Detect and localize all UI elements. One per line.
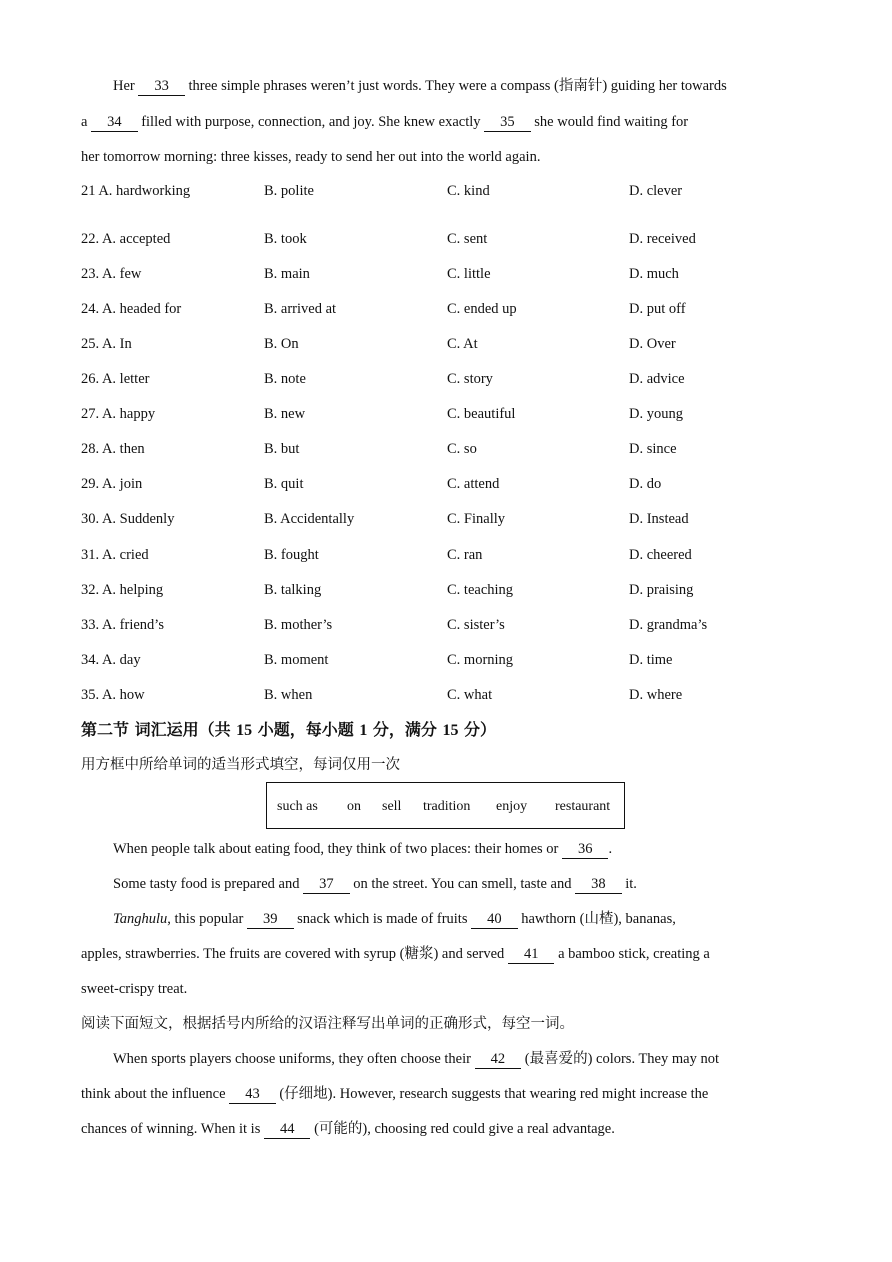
- option-a: 22. A. accepted: [81, 231, 171, 247]
- section-heading: [81, 720, 822, 741]
- option-a: 30. A. Suddenly: [81, 511, 175, 527]
- option-a: 32. A. helping: [81, 582, 164, 598]
- text: apples, strawberries. The fruits are covered with syrup (糖浆) and served: [81, 946, 508, 962]
- question-23: [81, 264, 841, 284]
- option-a: 21 A. hardworking: [81, 183, 191, 199]
- question-21: [81, 181, 841, 201]
- option-b: B. arrived at: [264, 301, 337, 317]
- option-a: 35. A. how: [81, 687, 145, 703]
- text: 小题，每小题: [252, 720, 360, 739]
- blank-39: 39: [247, 911, 294, 929]
- text: 第二节 词汇运用（共: [81, 720, 237, 739]
- option-b: B. Accidentally: [264, 511, 355, 527]
- option-c: C. sister’s: [447, 617, 505, 633]
- option-b: B. moment: [264, 652, 329, 668]
- blank-44: 44: [264, 1121, 311, 1139]
- option-b: B. note: [264, 371, 306, 387]
- passage-line-3: her tomorrow morning: three kisses, ready to send her out into the world again.: [81, 149, 541, 165]
- food-line-4: [81, 944, 822, 964]
- option-b: B. new: [264, 406, 306, 422]
- text: (最喜爱的) colors. They may not: [521, 1051, 719, 1067]
- blank-40: 40: [471, 911, 518, 929]
- section-instruction: 用方框中所给单词的适当形式填空，每词仅用一次: [81, 757, 400, 773]
- option-b: B. when: [264, 687, 313, 703]
- question-30: [81, 509, 841, 529]
- blank-43: 43: [229, 1086, 276, 1104]
- option-c: C. so: [447, 441, 477, 457]
- text: snack which is made of fruits: [293, 911, 472, 927]
- option-d: D. do: [629, 476, 662, 492]
- option-c: C. morning: [447, 652, 514, 668]
- option-b: B. polite: [264, 183, 314, 199]
- word-box-item: tradition: [423, 799, 471, 814]
- option-d: D. time: [629, 652, 673, 668]
- option-d: D. put off: [629, 301, 686, 317]
- word-box-item: restaurant: [555, 799, 611, 814]
- question-31: [81, 545, 841, 565]
- question-22: [81, 229, 841, 249]
- text: When sports players choose uniforms, they often choose their: [113, 1051, 475, 1067]
- option-a: 29. A. join: [81, 476, 143, 492]
- option-c: C. kind: [447, 183, 490, 199]
- text: three simple phrases weren’t just words. They were a compass (指南针) guiding her towards: [184, 78, 727, 94]
- text: (仔细地). However, research suggests that wearing red might increase the: [275, 1086, 709, 1102]
- passage-line-1: [113, 76, 822, 96]
- option-c: C. teaching: [447, 582, 514, 598]
- question-29: [81, 474, 841, 494]
- question-28: [81, 439, 841, 459]
- question-27: [81, 404, 841, 424]
- option-d: D. much: [629, 266, 679, 282]
- option-a: 23. A. few: [81, 266, 142, 282]
- text: .: [608, 841, 613, 857]
- option-c: C. attend: [447, 476, 500, 492]
- blank-42: 42: [475, 1051, 522, 1069]
- food-line-1: [113, 839, 822, 859]
- option-b: B. took: [264, 231, 307, 247]
- option-a: 28. A. then: [81, 441, 145, 457]
- option-d: D. received: [629, 231, 696, 247]
- question-24: [81, 299, 841, 319]
- word-box-item: sell: [382, 799, 402, 814]
- text: a: [81, 114, 92, 130]
- sports-line-3: [81, 1119, 822, 1139]
- option-b: B. main: [264, 266, 310, 282]
- option-d: D. since: [629, 441, 677, 457]
- option-c: C. ran: [447, 547, 483, 563]
- question-35: [81, 685, 841, 705]
- text: (可能的), choosing red could give a real advantage.: [310, 1121, 615, 1137]
- option-b: B. On: [264, 336, 299, 352]
- option-d: D. Instead: [629, 511, 689, 527]
- sports-line-1: [113, 1049, 822, 1069]
- word-box-item: on: [347, 799, 361, 814]
- option-a: 27. A. happy: [81, 406, 156, 422]
- question-34: [81, 650, 841, 670]
- option-c: C. beautiful: [447, 406, 516, 422]
- blank-34: 34: [91, 114, 138, 132]
- text: 分）: [458, 720, 497, 739]
- blank-41: 41: [508, 946, 555, 964]
- text: Her: [113, 78, 139, 94]
- text: When people talk about eating food, they think of two places: their homes or: [113, 841, 562, 857]
- text: 分，满分: [367, 720, 443, 739]
- question-25: [81, 334, 841, 354]
- text: 15: [442, 722, 459, 739]
- option-d: D. young: [629, 406, 683, 422]
- option-a: 25. A. In: [81, 336, 132, 352]
- option-d: D. praising: [629, 582, 694, 598]
- food-line-5: sweet-crispy treat.: [81, 981, 188, 997]
- option-c: C. ended up: [447, 301, 517, 317]
- option-c: C. story: [447, 371, 493, 387]
- option-c: C. At: [447, 336, 478, 352]
- word-box: [266, 782, 625, 829]
- option-d: D. grandma’s: [629, 617, 708, 633]
- blank-33: 33: [138, 78, 185, 96]
- option-b: B. quit: [264, 476, 304, 492]
- blank-37: 37: [303, 876, 350, 894]
- question-26: [81, 369, 841, 389]
- blank-38: 38: [575, 876, 622, 894]
- option-b: B. mother’s: [264, 617, 333, 633]
- option-c: C. Finally: [447, 511, 506, 527]
- option-b: B. talking: [264, 582, 322, 598]
- blank-35: 35: [484, 114, 531, 132]
- question-33: [81, 615, 841, 635]
- text: chances of winning. When it is: [81, 1121, 264, 1137]
- text: on the street. You can smell, taste and: [349, 876, 576, 892]
- option-c: C. little: [447, 266, 491, 282]
- text: Some tasty food is prepared and: [113, 876, 304, 892]
- option-a: 34. A. day: [81, 652, 141, 668]
- option-c: C. what: [447, 687, 493, 703]
- text: , this popular: [167, 911, 248, 927]
- text: 1: [359, 722, 368, 739]
- text: Tanghulu: [113, 911, 168, 927]
- food-line-2: [113, 874, 822, 894]
- option-d: D. cheered: [629, 547, 692, 563]
- option-d: D. advice: [629, 371, 685, 387]
- section3-instruction: 阅读下面短文，根据括号内所给的汉语注释写出单词的正确形式，每空一词。: [81, 1016, 574, 1032]
- question-32: [81, 580, 841, 600]
- text: she would find waiting for: [530, 114, 689, 130]
- text: 15: [236, 722, 253, 739]
- option-b: B. but: [264, 441, 300, 457]
- option-d: D. where: [629, 687, 683, 703]
- option-d: D. clever: [629, 183, 683, 199]
- option-a: 33. A. friend’s: [81, 617, 164, 633]
- passage-line-2: [81, 112, 822, 132]
- option-a: 31. A. cried: [81, 547, 149, 563]
- word-box-item: such as: [277, 799, 318, 814]
- text: filled with purpose, connection, and joy. She knew exactly: [137, 114, 485, 130]
- sports-line-2: [81, 1084, 822, 1104]
- option-b: B. fought: [264, 547, 319, 563]
- text: a bamboo stick, creating a: [554, 946, 710, 962]
- option-d: D. Over: [629, 336, 676, 352]
- option-a: 24. A. headed for: [81, 301, 182, 317]
- food-line-3: [113, 909, 822, 929]
- text: think about the influence: [81, 1086, 230, 1102]
- blank-36: 36: [562, 841, 609, 859]
- text: it.: [621, 876, 637, 892]
- option-c: C. sent: [447, 231, 488, 247]
- option-a: 26. A. letter: [81, 371, 150, 387]
- word-box-item: enjoy: [496, 799, 528, 814]
- text: hawthorn (山楂), bananas,: [517, 911, 676, 927]
